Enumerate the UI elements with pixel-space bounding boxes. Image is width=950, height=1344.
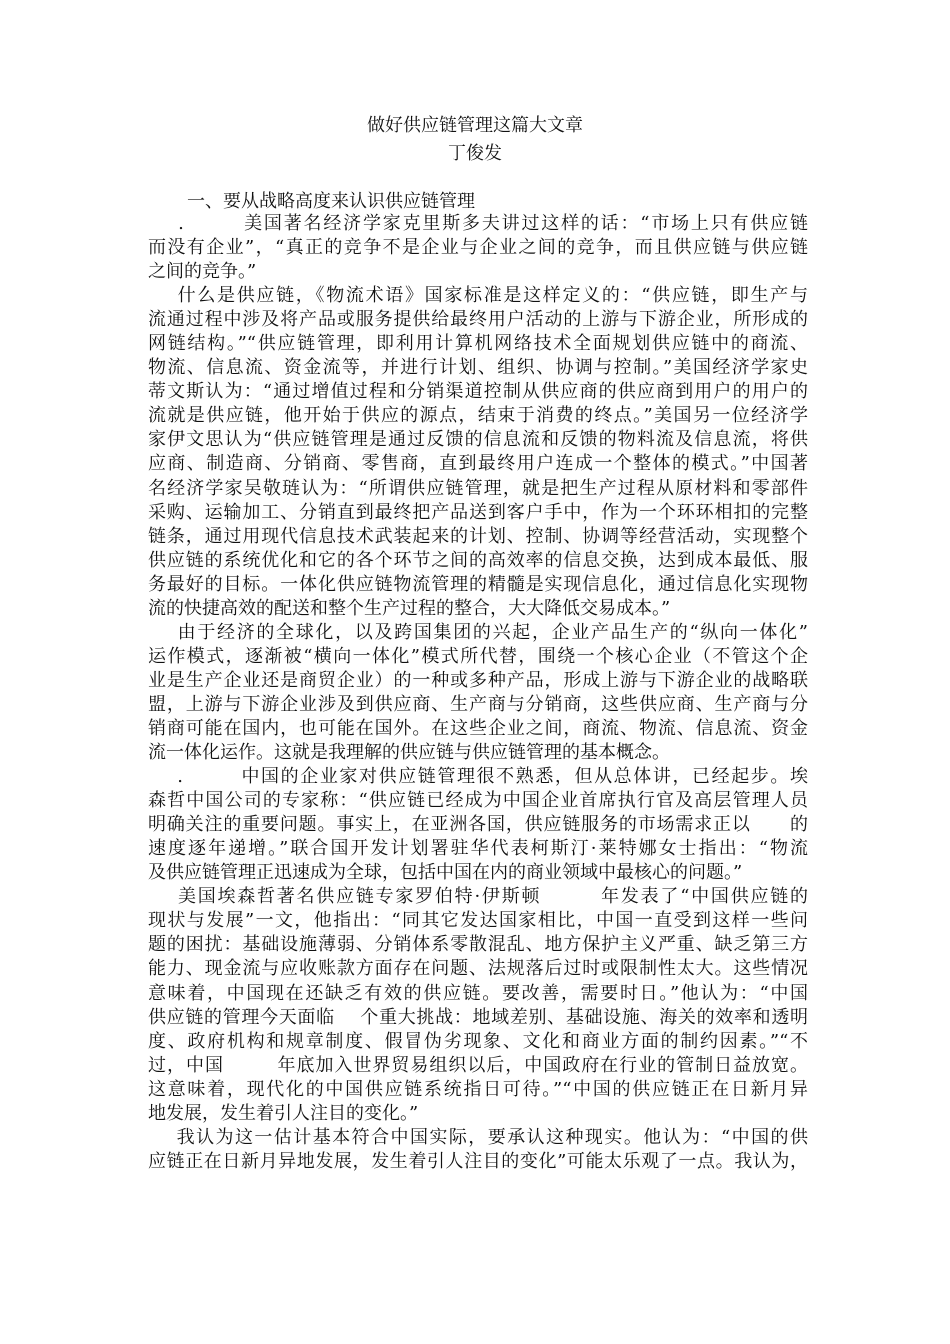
body-line: 链条，通过用现代信息技术武装起来的计划、控制、协调等经营活动，实现整个	[148, 525, 808, 547]
body-line: 应商、制造商、分销商、零售商，直到最终用户连成一个整体的模式。”中国著	[148, 453, 808, 475]
body-line: 由于经济的全球化，以及跨国集团的兴起，企业产品生产的“纵向一体化”	[148, 621, 808, 643]
body-line: 地发展，发生着引人注目的变化。”	[148, 1102, 419, 1124]
body-line: 供应链的系统优化和它的各个环节之间的高效率的信息交换，达到成本最低、服	[148, 549, 808, 571]
section-heading: 一、要从战略高度来认识供应链管理	[187, 191, 475, 212]
body-line: 题的困扰：基础设施薄弱、分销体系零散混乱、地方保护主义严重、缺乏第三方	[148, 934, 808, 956]
body-line: . 美国著名经济学家克里斯多夫讲过这样的话：“市场上只有供应链	[148, 213, 808, 234]
body-line: 流通过程中涉及将产品或服务提供给最终用户活动的上游与下游企业，所形成的	[148, 309, 808, 331]
document-body	[148, 212, 808, 1174]
body-line: 速度逐年递增。”联合国开发计划署驻华代表柯斯汀·莱特娜女士指出：“物流	[148, 838, 808, 860]
body-line: 流的快捷高效的配送和整个生产过程的整合，大大降低交易成本。”	[148, 597, 671, 619]
body-line: 而没有企业”，“真正的竞争不是企业与企业之间的竞争，而且供应链与供应链	[148, 237, 808, 259]
body-line: 盟，上游与下游企业涉及到供应商、生产商与分销商，这些供应商、生产商与分	[148, 693, 808, 715]
body-line: 名经济学家吴敬琏认为：“所谓供应链管理，就是把生产过程从原材料和零部件	[148, 477, 808, 499]
body-line: 能力、现金流与应收账款方面存在问题、法规落后过时或限制性太大。这些情况	[148, 958, 808, 980]
body-line: 及供应链管理正迅速成为全球，包括中国在内的商业领域中最核心的问题。”	[148, 862, 743, 884]
body-line: 务最好的目标。一体化供应链物流管理的精髓是实现信息化，通过信息化实现物	[148, 573, 808, 595]
body-line: 度、政府机构和规章制度、假冒伪劣现象、文化和商业方面的制约因素。”“不	[148, 1030, 808, 1052]
body-line: 流一体化运作。这就是我理解的供应链与供应链管理的基本概念。	[148, 742, 670, 764]
body-line: 应链正在日新月异地发展，发生着引人注目的变化”可能太乐观了一点。我认为，	[148, 1150, 808, 1172]
body-line: 物流、信息流、资金流等，并进行计划、组织、协调与控制。”美国经济学家史	[148, 357, 808, 379]
body-line: 之间的竞争。”	[148, 261, 257, 283]
body-line: 这意味着，现代化的中国供应链系统指日可待。”“中国的供应链正在日新月异	[148, 1078, 808, 1100]
document-author: 丁俊发	[448, 143, 502, 164]
body-line: 采购、运输加工、分销直到最终把产品送到客户手中，作为一个环环相扣的完整	[148, 501, 808, 523]
body-line: 网链结构。”“供应链管理，即利用计算机网络技术全面规划供应链中的商流、	[148, 333, 808, 355]
body-line: . 中国的企业家对供应链管理很不熟悉，但从总体讲，已经起步。埃	[148, 766, 808, 788]
body-line: 森哲中国公司的专家称：“供应链已经成为中国企业首席执行官及高层管理人员	[148, 790, 808, 812]
body-line: 现状与发展”一文，他指出：“同其它发达国家相比，中国一直受到这样一些问	[148, 910, 808, 932]
body-line: 我认为这一估计基本符合中国实际，要承认这种现实。他认为：“中国的供	[148, 1126, 808, 1148]
body-line: 业是生产企业还是商贸企业）的一种或多种产品，形成上游与下游企业的战略联	[148, 669, 808, 691]
body-line: 供应链的管理今天面临 个重大挑战：地域差别、基础设施、海关的效率和透明	[148, 1006, 808, 1028]
body-line: 销商可能在国内，也可能在国外。在这些企业之间，商流、物流、信息流、资金	[148, 717, 808, 739]
body-line: 家伊文思认为“供应链管理是通过反馈的信息流和反馈的物料流及信息流，将供	[148, 429, 808, 451]
body-line: 蒂文斯认为：“通过增值过程和分销渠道控制从供应商的供应商到用户的用户的	[148, 381, 808, 403]
document-title: 做好供应链管理这篇大文章	[367, 115, 583, 136]
body-line: 过，中国 年底加入世界贸易组织以后，中国政府在行业的管制日益放宽。	[148, 1054, 808, 1076]
body-line: 明确关注的重要问题。事实上，在亚洲各国，供应链服务的市场需求正以 的	[148, 814, 808, 836]
body-line: 流就是供应链，他开始于供应的源点，结束于消费的终点。”美国另一位经济学	[148, 405, 808, 427]
body-line: 什么是供应链，《物流术语》国家标准是这样定义的：“供应链，即生产与	[148, 285, 808, 307]
body-line: 运作模式，逐渐被“横向一体化”模式所代替，围绕一个核心企业（不管这个企	[148, 645, 808, 667]
body-line: 意味着，中国现在还缺乏有效的供应链。要改善，需要时日。”他认为：“中国	[148, 982, 808, 1004]
body-line: 美国埃森哲著名供应链专家罗伯特·伊斯顿 年发表了“中国供应链的	[148, 886, 808, 908]
